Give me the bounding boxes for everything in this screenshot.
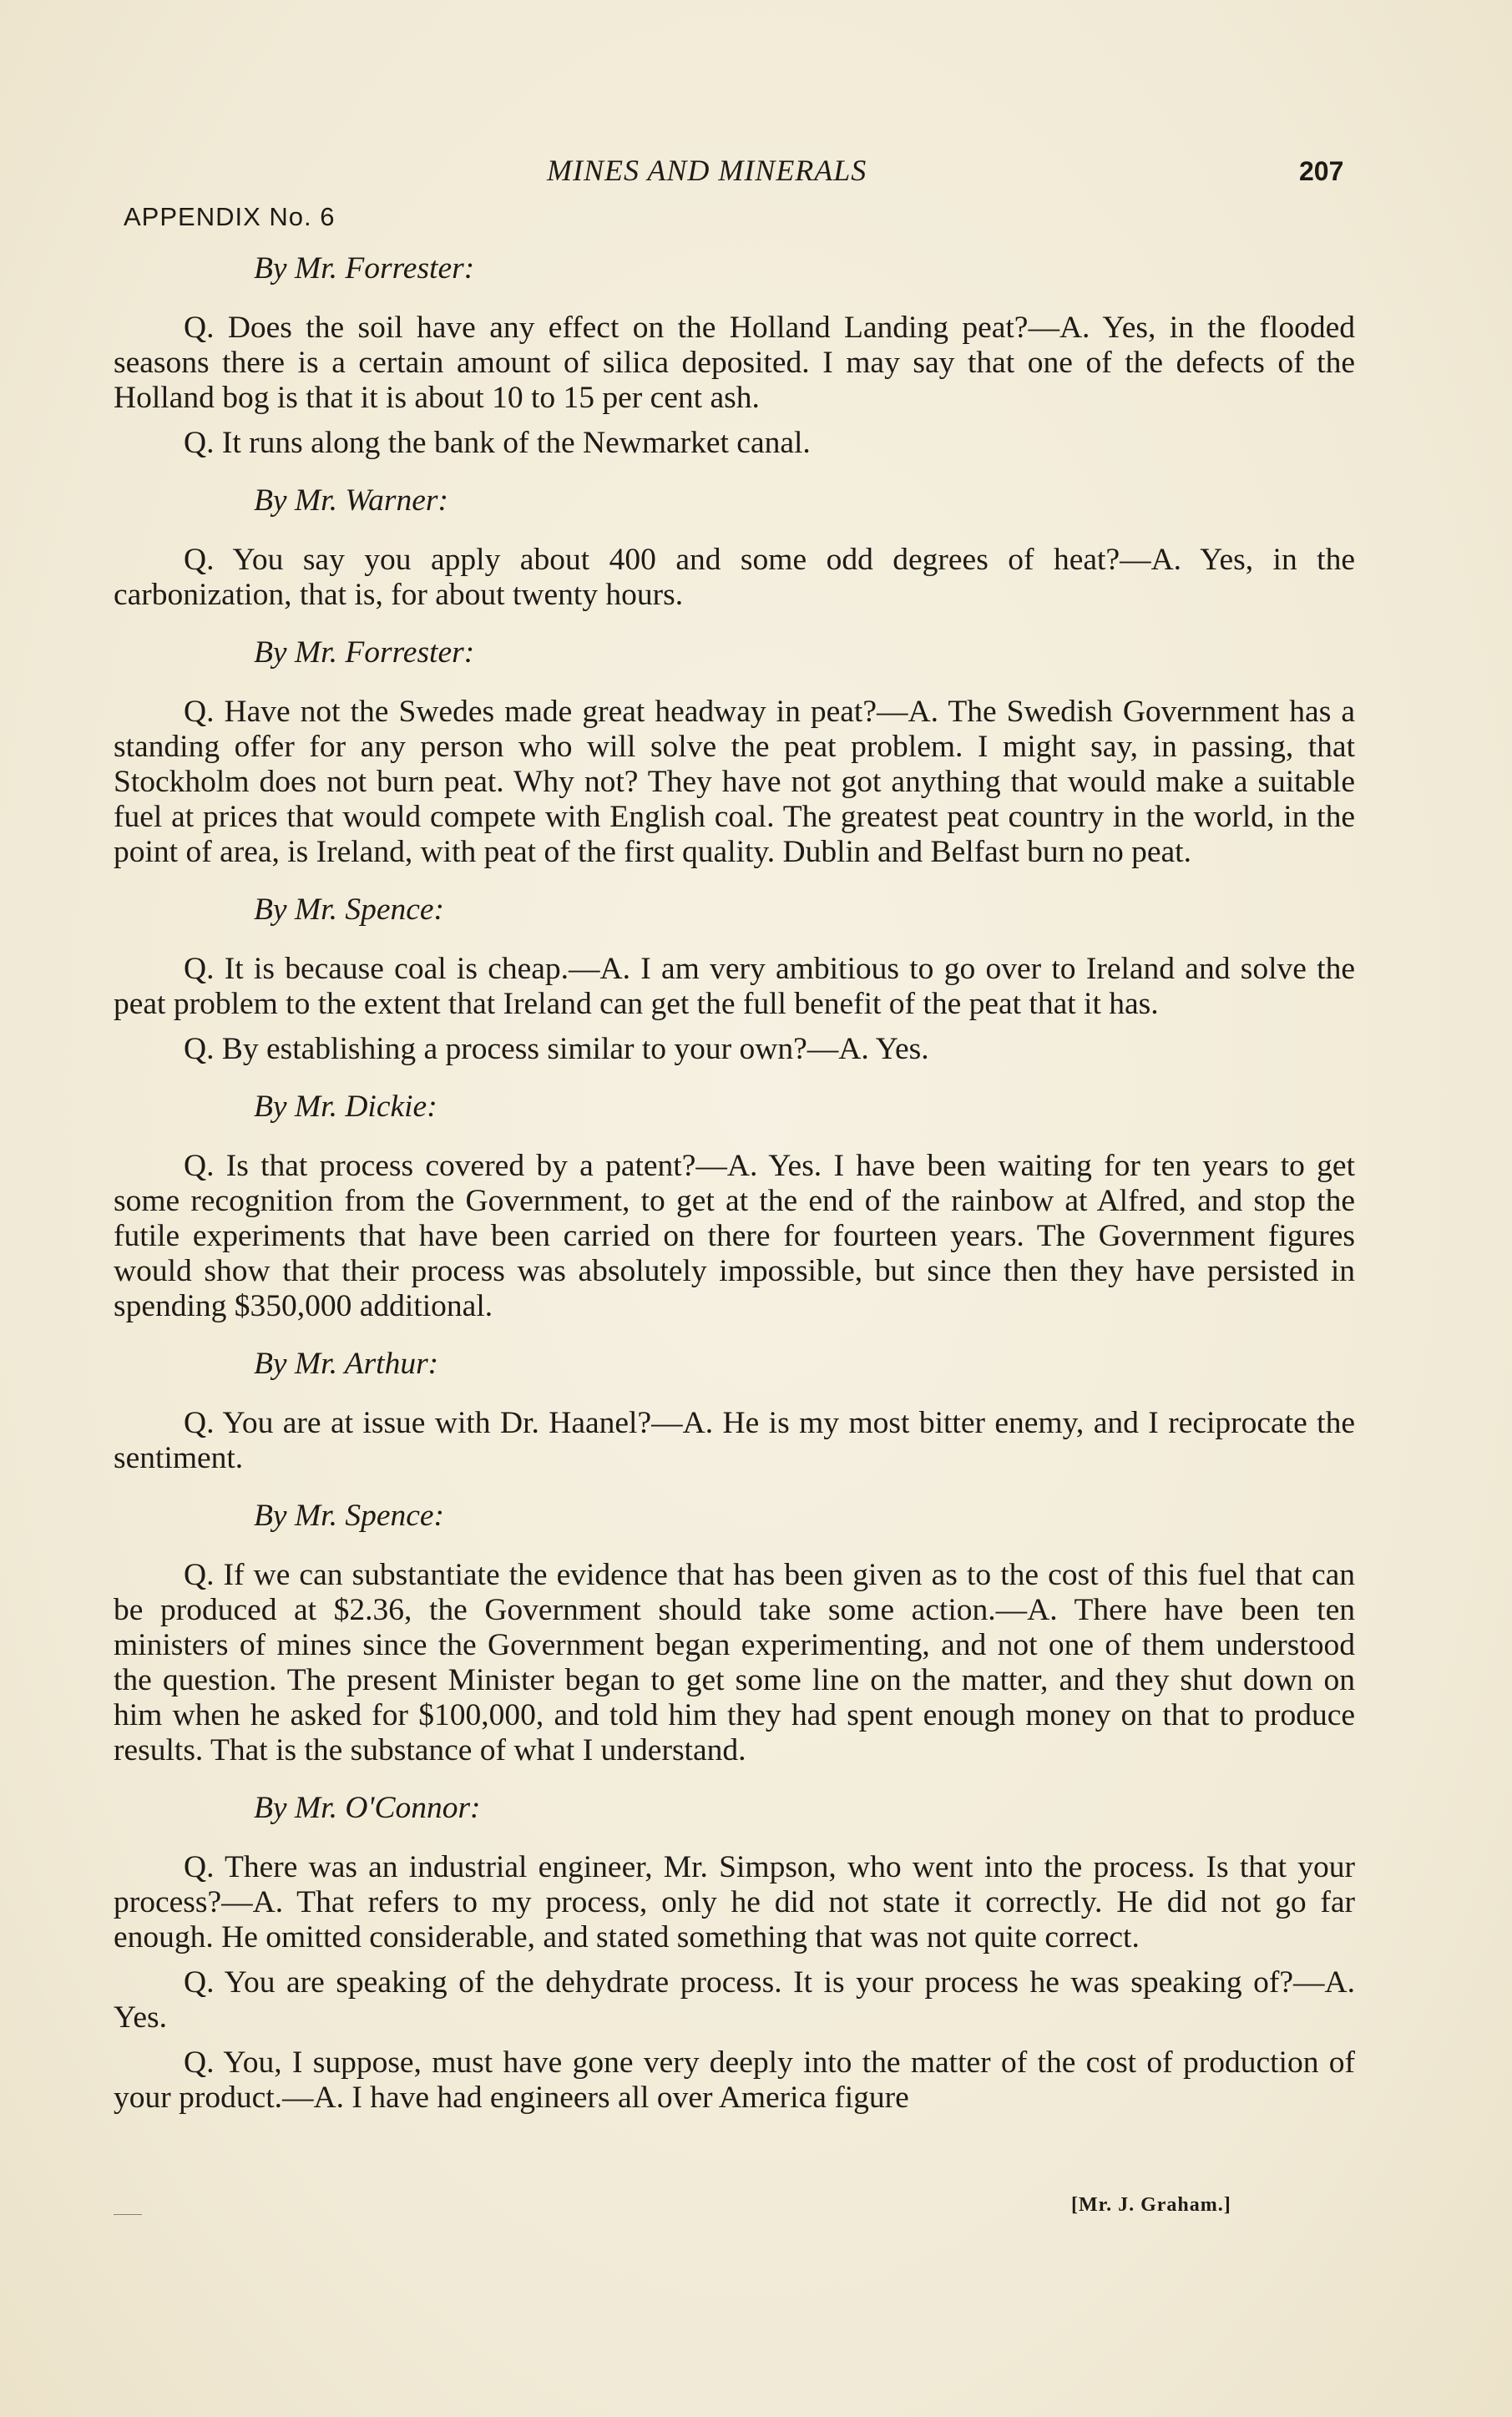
appendix-label: APPENDIX No. 6 <box>124 202 336 231</box>
qa-paragraph: Q. If we can substantiate the evidence that has been given as to the cost of this fuel that can be produced at $2.36, the Government should take some action.—A. There have been ten ministers of mines since the Government began experimenting, and not one of them understood the question. The present Minister began to get some line on the matter, and they shut down on him when he asked for $100,000, and told him they had spent enough money on that to produce results. That is the substance of what I understand. <box>114 1558 1355 1767</box>
qa-paragraph: Q. It is because coal is cheap.—A. I am very ambitious to go over to Ireland and solve the peat problem to the extent that Ireland can get the full benefit of the peat that it has. <box>114 952 1355 1021</box>
speaker-heading: By Mr. Dickie: <box>254 1090 437 1124</box>
qa-paragraph: Q. You are speaking of the dehydrate process. It is your process he was speaking of?—A. Yes. <box>114 1965 1355 2035</box>
footer-attribution: [Mr. J. Graham.] <box>1071 2194 1231 2216</box>
speaker-heading: By Mr. Spence: <box>254 1499 445 1533</box>
page-number: 207 <box>1299 156 1344 186</box>
running-title: MINES AND MINERALS <box>547 154 867 187</box>
qa-paragraph: Q. You, I suppose, must have gone very deeply into the matter of the cost of production of your product.—A. I have had engineers all over America figure <box>114 2045 1355 2115</box>
transcript-body <box>114 250 1355 2126</box>
qa-paragraph: Q. Does the soil have any effect on the Holland Landing peat?—A. Yes, in the flooded seasons there is a certain amount of silica deposited. I may say that one of the defects of the Holland bog is that it is about 10 to 15 per cent ash. <box>114 311 1355 415</box>
speaker-heading: By Mr. O'Connor: <box>254 1791 481 1825</box>
speaker-heading: By Mr. Spence: <box>254 892 445 927</box>
qa-paragraph: Q. It runs along the bank of the Newmarket canal. <box>184 426 811 460</box>
running-head <box>0 153 1512 195</box>
qa-paragraph: Q. You say you apply about 400 and some odd degrees of heat?—A. Yes, in the carbonization, that is, for about twenty hours. <box>114 543 1355 612</box>
speaker-heading: By Mr. Forrester: <box>254 251 475 286</box>
speaker-heading: By Mr. Arthur: <box>254 1347 439 1381</box>
qa-paragraph: Q. There was an industrial engineer, Mr. Simpson, who went into the process. Is that your process?—A. That refers to my process, only he did not state it correctly. He did not go far enough. He omitted considerable, and stated something that was not quite correct. <box>114 1850 1355 1954</box>
speaker-heading: By Mr. Forrester: <box>254 635 475 670</box>
qa-paragraph: Q. Have not the Swedes made great headway in peat?—A. The Swedish Government has a standing offer for any person who will solve the peat problem. I might say, in passing, that Stockholm does not burn peat. Why not? They have not got anything that would make a suitable fuel at prices that would compete with English coal. The greatest peat country in the world, in the point of area, is Ireland, with peat of the first quality. Dublin and Belfast burn no peat. <box>114 695 1355 869</box>
qa-paragraph: Q. Is that process covered by a patent?—A. Yes. I have been waiting for ten years to get some recognition from the Government, to get at the end of the rainbow at Alfred, and stop the futile experiments that have been carried on there for fourteen years. The Government figures would show that their process was absolutely impossible, but since then they have persisted in spending $350,000 additional. <box>114 1149 1355 1323</box>
speaker-heading: By Mr. Warner: <box>254 483 448 518</box>
qa-paragraph: Q. You are at issue with Dr. Haanel?—A. He is my most bitter enemy, and I reciprocate the sentiment. <box>114 1406 1355 1475</box>
footer-rule <box>114 2214 142 2215</box>
qa-paragraph: Q. By establishing a process similar to your own?—A. Yes. <box>184 1032 929 1066</box>
